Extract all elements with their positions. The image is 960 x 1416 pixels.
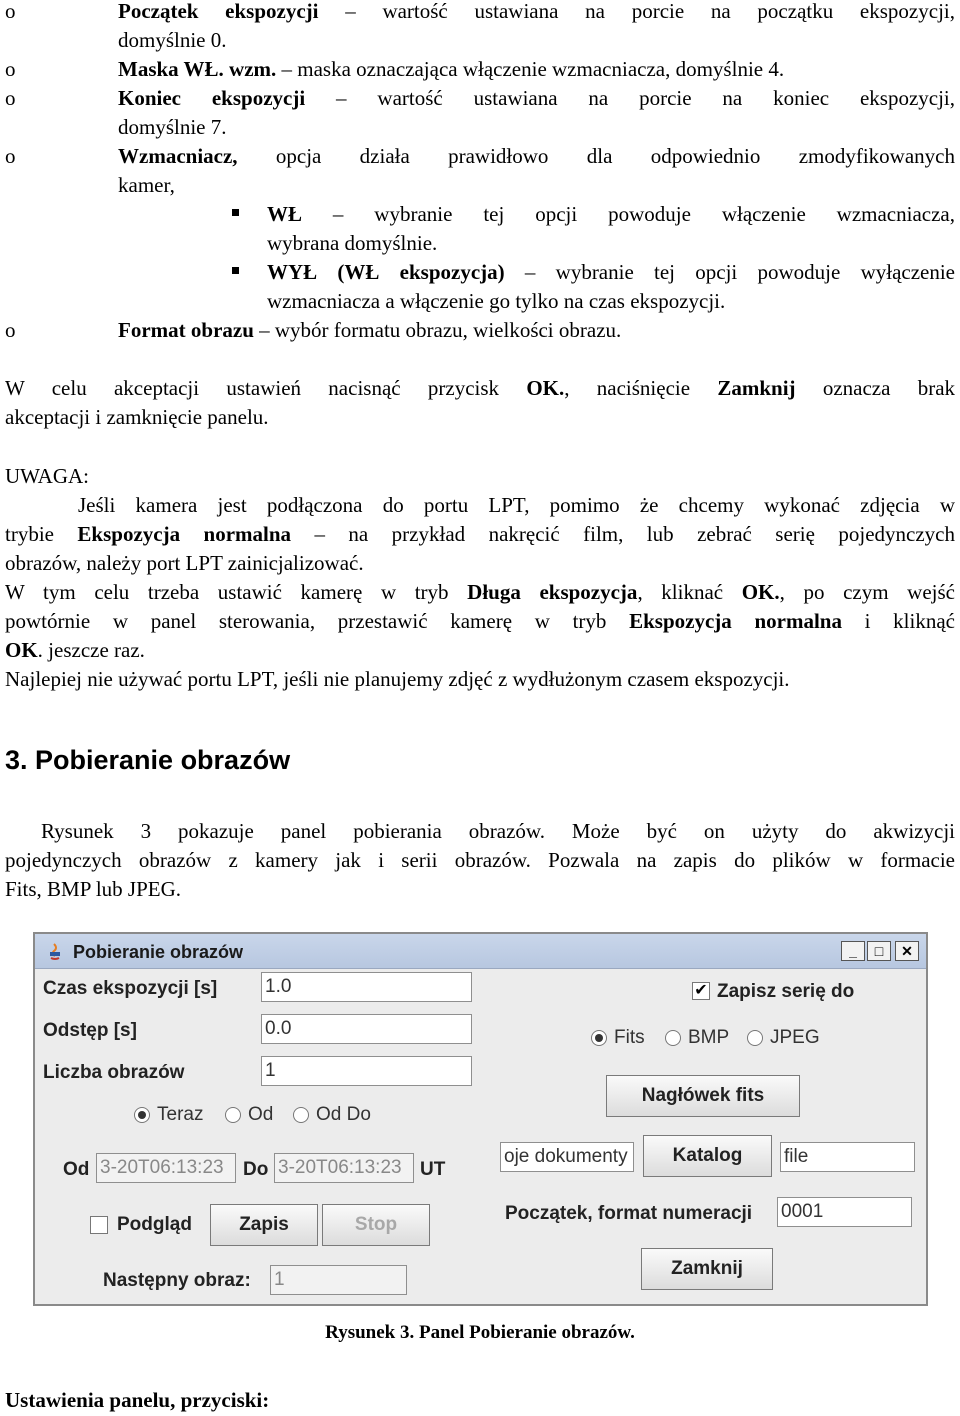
fits-header-button[interactable]: Nagłówek fits xyxy=(606,1075,800,1117)
list-item: Format obrazu – wybór formatu obrazu, wielkości obrazu. xyxy=(118,318,622,342)
exposure-time-label: Czas ekspozycji [s] xyxy=(43,978,218,999)
note-line: OK. jeszcze raz. xyxy=(5,638,145,662)
sub-list-item: WYŁ (WŁ ekspozycja) – wybranie tej opcji powoduje wyłączenie xyxy=(267,260,956,284)
save-button[interactable]: Zapis xyxy=(210,1204,318,1246)
format-fits-radio[interactable] xyxy=(591,1030,607,1046)
bullet: o xyxy=(5,144,16,168)
list-item: Wzmacniacz, opcja działa prawidłowo dla odpowiednio zmodyfikowanych xyxy=(118,144,955,168)
close-button[interactable]: ✕ xyxy=(895,941,919,961)
interval-label: Odstęp [s] xyxy=(43,1020,137,1041)
bullet: o xyxy=(5,0,16,23)
note-line: obrazów, należy port LPT zainicjalizować. xyxy=(5,551,364,575)
stop-button[interactable]: Stop xyxy=(322,1204,430,1246)
format-jpeg-radio[interactable] xyxy=(747,1030,763,1046)
radio-od-do[interactable] xyxy=(293,1107,309,1123)
note-line: Jeśli kamera jest podłączona do portu LPT, pomimo że chcemy wykonać zdjęcia w xyxy=(78,493,955,517)
numbering-label: Początek, format numeracji xyxy=(505,1203,753,1224)
preview-checkbox[interactable] xyxy=(90,1216,108,1234)
sub-list-item-cont: wzmacniacza a włączenie go tylko na czas ekspozycji. xyxy=(267,289,726,313)
to-datetime-input[interactable]: 3-20T06:13:23 xyxy=(274,1153,414,1183)
format-jpeg-label: JPEG xyxy=(770,1027,820,1048)
list-item: Koniec ekspozycji – wartość ustawiana na porcie na koniec ekspozycji, xyxy=(118,86,956,110)
list-item-cont: domyślnie 7. xyxy=(118,115,227,139)
section-text: Fits, BMP lub JPEG. xyxy=(5,877,182,901)
section-text: pojedynczych obrazów z kamery jak i serii obrazów. Pozwala na zapis do plików w formacie xyxy=(5,848,955,872)
close-dialog-button[interactable]: Zamknij xyxy=(641,1248,773,1290)
settings-heading: Ustawienia panelu, przyciski: xyxy=(5,1388,270,1412)
section-text: Rysunek 3 pokazuje panel pobierania obrazów. Może być on użyty do akwizycji xyxy=(41,819,955,843)
from-datetime-input[interactable]: 3-20T06:13:23 xyxy=(96,1153,236,1183)
java-app-icon xyxy=(45,941,65,961)
radio-teraz-label: Teraz xyxy=(157,1104,204,1125)
section-heading: 3. Pobieranie obrazów xyxy=(5,745,291,775)
next-image-input[interactable]: 1 xyxy=(270,1265,407,1295)
sub-list-item-cont: wybrana domyślnie. xyxy=(267,231,438,255)
pobieranie-dialog xyxy=(33,932,928,1306)
note-line: Najlepiej nie używać portu LPT, jeśli nie planujemy zdjęć z wydłużonym czasem ekspozycji. xyxy=(5,667,790,691)
preview-label: Podgląd xyxy=(117,1214,192,1235)
from-label: Od xyxy=(63,1159,90,1180)
minimize-button[interactable]: _ xyxy=(841,941,865,961)
bullet: o xyxy=(5,318,16,342)
save-series-checkbox[interactable]: ✔ xyxy=(692,982,710,1000)
list-item-cont: kamer, xyxy=(118,173,175,197)
note-line: W tym celu trzeba ustawić kamerę w tryb Długa ekspozycja, kliknać OK., po czym wejść xyxy=(5,580,955,604)
directory-button[interactable]: Katalog xyxy=(643,1135,772,1177)
ut-label: UT xyxy=(420,1159,446,1180)
format-fits-label: Fits xyxy=(614,1027,645,1048)
note-line: powtórnie w panel sterowania, przestawić kamerę w tryb Ekspozycja normalna i kliknąć xyxy=(5,609,955,633)
bullet: o xyxy=(5,57,16,81)
paragraph: W celu akceptacji ustawień nacisnąć przycisk OK., naciśnięcie Zamknij oznacza brak xyxy=(5,376,956,400)
square-bullet-icon xyxy=(232,209,239,216)
interval-input[interactable]: 0.0 xyxy=(261,1014,472,1044)
radio-teraz[interactable] xyxy=(134,1107,150,1123)
save-series-label: Zapisz serię do xyxy=(717,981,855,1002)
note-line: trybie Ekspozycja normalna – na przykład nakręcić film, lub zebrać serię pojedynczych xyxy=(5,522,955,546)
format-bmp-radio[interactable] xyxy=(665,1030,681,1046)
list-item-cont: domyślnie 0. xyxy=(118,28,227,52)
radio-od-label: Od xyxy=(248,1104,274,1125)
image-count-label: Liczba obrazów xyxy=(43,1062,185,1083)
exposure-time-input[interactable]: 1.0 xyxy=(261,972,472,1002)
sub-list-item: WŁ – wybranie tej opcji powoduje włączenie wzmacniacza, xyxy=(267,202,955,226)
radio-od-do-label: Od Do xyxy=(316,1104,371,1125)
list-item: Maska WŁ. wzm. – maska oznaczająca włączenie wzmacniacza, domyślnie 4. xyxy=(118,57,785,81)
to-label: Do xyxy=(243,1159,269,1180)
image-count-input[interactable]: 1 xyxy=(261,1056,472,1086)
next-image-label: Następny obraz: xyxy=(103,1270,251,1291)
list-item: Początek ekspozycji – wartość ustawiana na porcie na początku ekspozycji, xyxy=(118,0,955,23)
filename-input[interactable]: file xyxy=(780,1142,915,1172)
numbering-input[interactable]: 0001 xyxy=(777,1197,912,1227)
maximize-button[interactable]: □ xyxy=(867,941,891,961)
square-bullet-icon xyxy=(232,267,239,274)
figure-caption: Rysunek 3. Panel Pobieranie obrazów. xyxy=(325,1322,635,1343)
window-title: Pobieranie obrazów xyxy=(73,942,244,962)
paragraph-cont: akceptacji i zamknięcie panelu. xyxy=(5,405,269,429)
title-bar xyxy=(35,934,926,969)
radio-od[interactable] xyxy=(225,1107,241,1123)
directory-path-input[interactable]: oje dokumenty xyxy=(500,1142,634,1172)
bullet: o xyxy=(5,86,16,110)
note-label: UWAGA: xyxy=(5,464,89,488)
format-bmp-label: BMP xyxy=(688,1027,730,1048)
